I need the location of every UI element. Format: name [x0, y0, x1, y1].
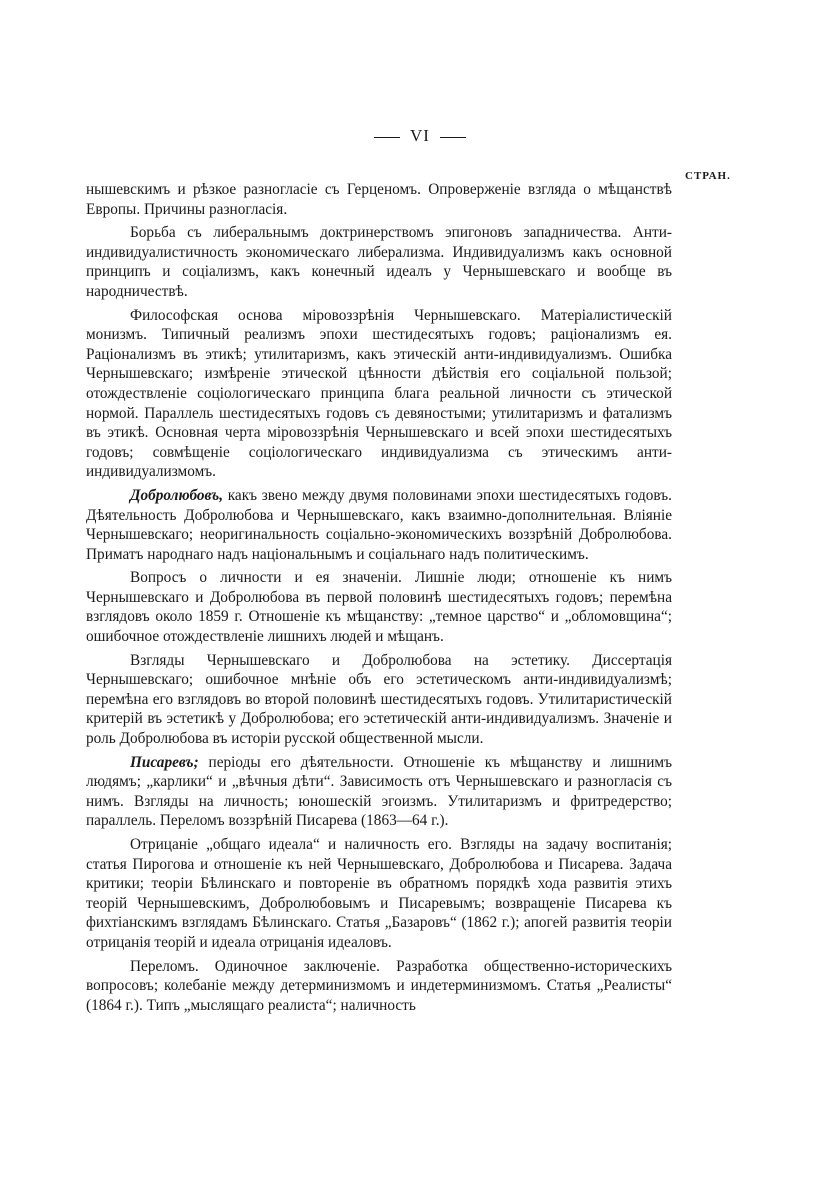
paragraph-lead: Писаревъ;	[130, 753, 199, 771]
paragraph	[86, 568, 672, 646]
page-header	[0, 126, 840, 146]
paragraph-lead: Добролюбовъ,	[130, 486, 224, 504]
paragraph-text: Борьба съ либеральнымъ доктринерствомъ эпигоновъ западничества. Анти-индивидуалистичность экономическаго либерализма. Индивидуализмъ какъ основной принципъ и соціализмъ, какъ конечный идеалъ у Чернышевскаго и вообще въ народничествѣ.	[86, 224, 672, 300]
paragraph-text: Философская основа міровоззрѣнія Чернышевскаго. Матеріалистическій монизмъ. Типичный реализмъ эпохи шестидесятыхъ годовъ; раціонализмъ ея. Раціонализмъ въ этикѣ; утилитаризмъ, какъ этическій анти-индивидуализмъ. Ошибка Чернышевскаго; измѣреніе этической цѣнности дѣйствія его соціальной пользой; отождествленіе соціологическаго принципа блага реальной личности съ этической нормой. Параллель шестидесятыхъ годовъ съ девяностыми; утилитаризмъ и фатализмъ въ этикѣ. Основная черта міровоззрѣнія Чернышевскаго и всей эпохи шестидесятыхъ годовъ; совмѣщеніе соціологическаго индивидуализма съ этическимъ анти-индивидуализмомъ.	[86, 306, 672, 481]
header-dash-left	[374, 137, 400, 138]
paragraph-text: Переломъ. Одиночное заключеніе. Разработка общественно-историческихъ вопросовъ; колебаніе между детерминизмомъ и индетерминизмомъ. Статья „Реалисты“ (1864 г.). Типъ „мыслящаго реалиста“; наличность	[86, 957, 672, 1014]
page-number: VI	[410, 126, 430, 145]
paragraph-text: періоды его дѣятельности. Отношеніе къ мѣщанству и лишнимъ людямъ; „карлики“ и „вѣчныя дѣти“. Зависимость отъ Чернышевскаго и разногласія съ нимъ. Взгляды на личность; юношескій эгоизмъ. Утилитаризмъ и фритредерство; параллель. Переломъ воззрѣній Писарева (1863—64 г.).	[86, 753, 672, 830]
header-dash-right	[440, 137, 466, 138]
paragraph	[86, 957, 672, 1016]
paragraph-text: Отрицаніе „общаго идеала“ и наличность его. Взгляды на задачу воспитанія; статья Пирогова и отношеніе къ ней Чернышевскаго, Добролюбова и Писарева. Задача критики; теоріи Бѣлинскаго и повтореніе въ обратномъ порядкѣ хода развитія этихъ теорій Чернышевскимъ, Добролюбовымъ и Писаревымъ; возвращеніе Писарева къ фихтіанскимъ взглядамъ Бѣлинскаго. Статья „Базаровъ“ (1862 г.); апогей развитія теоріи отрицанія теорій и идеала отрицанія идеаловъ.	[86, 836, 672, 951]
page-body	[86, 180, 672, 1019]
paragraph	[86, 486, 672, 564]
paragraph-text: какъ звено между двумя половинами эпохи шестидесятыхъ годовъ. Дѣятельность Добролюбова и Чернышевскаго, какъ взаимно-дополнительная. Вліяніе Чернышевскаго; неоригинальность соціально-экономическихъ воззрѣній Добролюбова. Приматъ народнаго надъ національнымъ и соціальнаго надъ политическимъ.	[86, 486, 672, 563]
margin-label: СТРАН.	[685, 170, 731, 182]
paragraph-text: Вопросъ о личности и ея значеніи. Лишніе люди; отношеніе къ нимъ Чернышевскаго и Добролюбова въ первой половинѣ шестидесятыхъ годовъ; перемѣна взглядовъ около 1859 г. Отношеніе къ мѣщанству: „темное царство“ и „обломовщина“; ошибочное отождествленіе лишнихъ людей и мѣщанъ.	[86, 569, 672, 646]
paragraph	[86, 753, 672, 831]
paragraph	[86, 223, 672, 301]
paragraph-text: Взгляды Чернышевскаго и Добролюбова на эстетику. Диссертація Чернышевскаго; ошибочное мнѣніе объ его эстетическомъ анти-индивидуализмѣ; перемѣна его взглядовъ во второй половинѣ шестидесятыхъ годовъ. Утилитаристическій критерій въ эстетикѣ у Добролюбова; его эстетическій анти-индивидуализмъ. Значеніе и роль Добролюбова въ исторіи русской общественной мысли.	[86, 651, 672, 748]
paragraph	[86, 651, 672, 749]
paragraph	[86, 306, 672, 482]
paragraph	[86, 180, 672, 219]
paragraph-text: нышевскимъ и рѣзкое разногласіе съ Герценомъ. Опроверженіе взгляда о мѣщанствѣ Европы. Причины разногласія.	[86, 181, 672, 218]
paragraph	[86, 835, 672, 953]
